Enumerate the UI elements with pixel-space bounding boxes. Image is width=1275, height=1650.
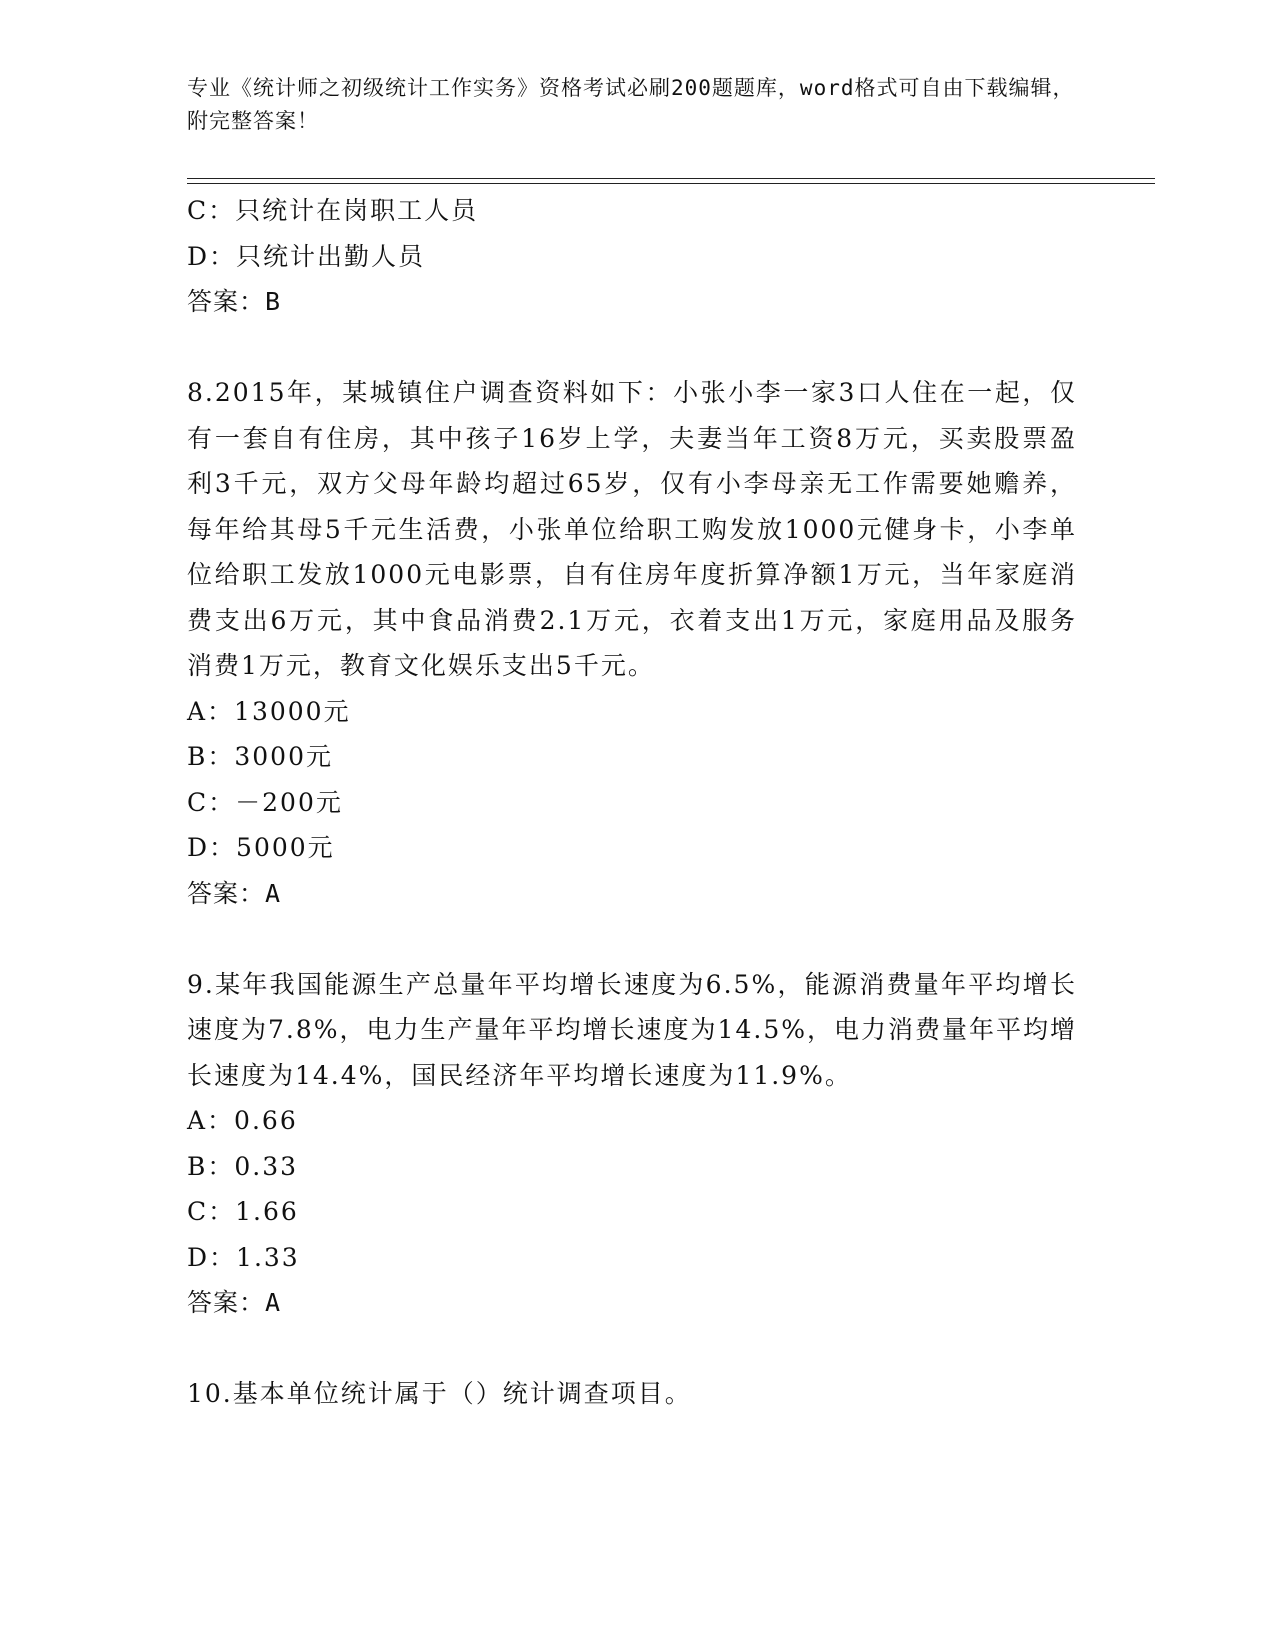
option-a: A：13000元 — [187, 696, 351, 726]
question-stem: 8.2015年，某城镇住户调查资料如下：小张小李一家3口人住在一起，仅有一套自有住房，其中孩子16岁上学，夫妻当年工资8万元，买卖股票盈利3千元，双方父母年龄均超过65岁，仅有小李母亲无工作需要她赡养，每年给其母5千元生活费，小张单位给职工购发放1000元健身卡，小李单位给职工发放1000元电影票，自有住房年度折算净额1万元，当年家庭消费支出6万元，其中食品消费2.1万元，衣着支出1万元，家庭用品及服务消费1万元，教育文化娱乐支出5千元。 — [187, 378, 1077, 680]
question-stem: 10.基本单位统计属于（）统计调查项目。 — [187, 1379, 692, 1408]
question-8 — [187, 370, 1077, 916]
option-c: C：－200元 — [187, 787, 343, 817]
spacer — [187, 916, 1077, 962]
question-10 — [187, 1371, 1077, 1417]
header-divider — [187, 178, 1155, 184]
answer-line: 答案：B — [187, 287, 282, 316]
answer-line: 答案：A — [187, 878, 282, 908]
question-9 — [187, 962, 1077, 1326]
option-c: C：1.66 — [187, 1197, 299, 1226]
spacer — [187, 1326, 1077, 1372]
answer-line: 答案：A — [187, 1288, 282, 1317]
option-d: D：1.33 — [187, 1242, 300, 1272]
option-d: D：5000元 — [187, 833, 335, 862]
option-c: C：只统计在岗职工人员 — [187, 196, 479, 225]
option-d: D：只统计出勤人员 — [187, 241, 426, 271]
spacer — [187, 325, 1077, 371]
option-b: B：0.33 — [187, 1151, 299, 1181]
option-b: B：3000元 — [187, 742, 333, 771]
question-7-tail — [187, 188, 1077, 325]
page-header: 专业《统计师之初级统计工作实务》资格考试必刷200题题库，word格式可自由下载编辑，附完整答案！ — [187, 76, 1075, 133]
option-a: A：0.66 — [187, 1106, 298, 1135]
document-body — [187, 188, 1077, 1417]
question-stem: 9.某年我国能源生产总量年平均增长速度为6.5%，能源消费量年平均增长速度为7.8%，电力生产量年平均增长速度为14.5%，电力消费量年平均增长速度为14.4%，国民经济年平均增长速度为11.9%。 — [187, 969, 1077, 1090]
